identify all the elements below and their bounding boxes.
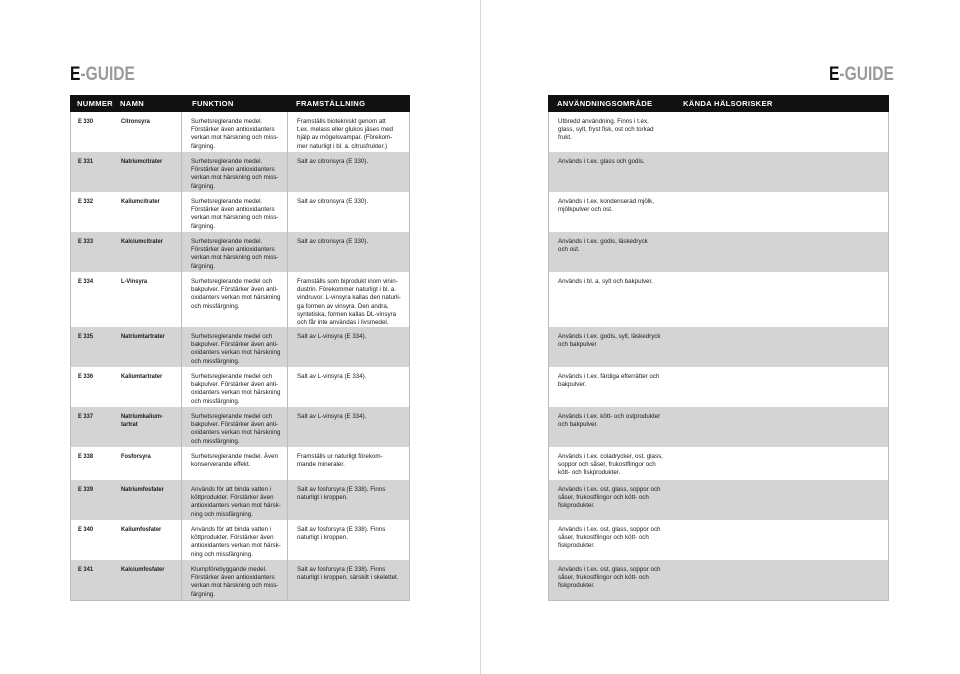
additive-production: Salt av citronsyra (E 330). (297, 238, 369, 245)
additive-name: Natriumkalium- tartrat (121, 413, 163, 429)
e-number: E 335 (78, 333, 94, 340)
column-divider (287, 407, 288, 447)
e-number: E 338 (78, 453, 94, 460)
additive-function: Används för att binda vatten i köttprodukter. Förstärker även antioxidanters verkan mot härsk- ning och missfärgning. (191, 486, 281, 518)
header-framstallning: FRAMSTÄLLNING (296, 99, 366, 108)
additive-name: Natriumcitrater (121, 158, 163, 165)
usage-area: Används i t.ex. kondenserad mjölk, mjölkpulver och ost. (558, 198, 654, 214)
additive-name: Kaliumcitrater (121, 198, 160, 205)
table-row (549, 367, 888, 407)
additive-function: Surhetsreglerande medel och bakpulver. Förstärker även anti- oxidanters verkan mot härskning och missfärgning. (191, 413, 281, 445)
table-row (71, 232, 409, 272)
table-row (71, 152, 409, 192)
table-row (71, 520, 409, 560)
additive-name: Kaliumfosfater (121, 526, 162, 533)
column-divider (181, 272, 182, 327)
left-table-header (70, 95, 410, 112)
logo-letter: E (829, 64, 840, 85)
table-row (71, 480, 409, 520)
column-divider (181, 480, 182, 520)
usage-area: Används i t.ex. ost, glass, soppor och såser, frukostflingor och kött- och fiskprodukter. (558, 526, 661, 550)
column-divider (181, 232, 182, 272)
table-row (549, 520, 888, 560)
column-divider (287, 232, 288, 272)
left-logo (70, 64, 135, 86)
usage-area: Används i bl. a. sylt och bakpulver. (558, 278, 653, 285)
table-row (71, 272, 409, 327)
additive-production: Framställs som biprodukt inom vinin- dustrin. Förekommer naturligt i bl. a. vindruvor. L-vinsyra kallas den naturli- ga formen av vinsyra. Den andra, syntetiska, formen kallas DL-vinsyra och får inte användas i livsmedel. (297, 278, 401, 327)
column-divider (287, 112, 288, 152)
e-number: E 341 (78, 566, 94, 573)
additive-function: Surhetsreglerande medel och bakpulver. Förstärker även anti- oxidanters verkan mot härskning och missfärgning. (191, 278, 281, 310)
table-row (549, 112, 888, 152)
table-row (71, 447, 409, 480)
additive-name: Citronsyra (121, 118, 150, 125)
header-halsorisker: KÄNDA HÄLSORISKER (683, 99, 773, 108)
right-table-header (548, 95, 889, 112)
column-divider (287, 520, 288, 560)
additive-production: Salt av citronsyra (E 330). (297, 198, 369, 205)
additive-function: Surhetsreglerande medel och bakpulver. Förstärker även anti- oxidanters verkan mot härskning och missfärgning. (191, 373, 281, 405)
additive-production: Salt av L-vinsyra (E 334). (297, 333, 367, 340)
e-number: E 337 (78, 413, 94, 420)
table-row (549, 232, 888, 272)
table-row (71, 112, 409, 152)
header-namn: NAMN (120, 99, 144, 108)
column-divider (287, 152, 288, 192)
e-number: E 331 (78, 158, 94, 165)
additive-production: Framställs biotekniskt genom att t.ex. melass eller glukos jäses med hjälp av mögelsvampar. (Förekom- mer naturligt i bl. a. citrusfrukter.) (297, 118, 393, 150)
column-divider (287, 272, 288, 327)
additive-production: Salt av L-vinsyra (E 334). (297, 413, 367, 420)
usage-area: Används i t.ex. godis, sylt, läskedryck och bakpulver (558, 333, 661, 349)
additive-function: Klumpförebyggande medel. Förstärker även antioxidanters verkan mot härskning och miss- färgning. (191, 566, 279, 598)
header-anvandning: ANVÄNDNINGSOMRÅDE (557, 99, 653, 108)
left-table-body (70, 112, 410, 601)
column-divider (181, 367, 182, 407)
column-divider (181, 560, 182, 600)
e-number: E 333 (78, 238, 94, 245)
table-row (549, 327, 888, 367)
e-number: E 339 (78, 486, 94, 493)
left-table (70, 95, 410, 601)
header-funktion: FUNKTION (192, 99, 234, 108)
logo-word: -GUIDE (839, 64, 894, 85)
usage-area: Används i t.ex. kött- och ostprodukter och bakpulver. (558, 413, 661, 429)
e-number: E 334 (78, 278, 94, 285)
additive-name: Kalciumcitrater (121, 238, 163, 245)
logo-letter: E (70, 64, 81, 85)
additive-function: Surhetsreglerande medel. Förstärker även antioxidanters verkan mot härskning och miss- färgning. (191, 118, 279, 150)
column-divider (181, 327, 182, 367)
usage-area: Används i t.ex. ost, glass, soppor och såser, frukostflingor och kött- och fiskprodukter. (558, 566, 661, 590)
e-number: E 330 (78, 118, 94, 125)
table-row (549, 480, 888, 520)
column-divider (181, 407, 182, 447)
column-divider (287, 192, 288, 232)
table-row (71, 327, 409, 367)
additive-name: Kaliumtartrater (121, 373, 163, 380)
right-table (548, 95, 889, 601)
additive-function: Surhetsreglerande medel. Förstärker även antioxidanters verkan mot härskning och miss- färgning. (191, 238, 279, 270)
column-divider (287, 447, 288, 480)
right-table-body (548, 112, 889, 601)
e-number: E 336 (78, 373, 94, 380)
table-row (71, 560, 409, 600)
column-divider (181, 152, 182, 192)
column-divider (181, 192, 182, 232)
additive-name: Natriumfosfater (121, 486, 164, 493)
column-divider (287, 367, 288, 407)
logo-word: -GUIDE (80, 64, 135, 85)
table-row (71, 407, 409, 447)
additive-function: Surhetsreglerande medel. Förstärker även antioxidanters verkan mot härskning och miss- färgning. (191, 158, 279, 190)
column-divider (181, 520, 182, 560)
additive-name: Fosforsyra (121, 453, 151, 460)
additive-name: Natriumtartrater (121, 333, 165, 340)
table-row (71, 367, 409, 407)
table-row (549, 152, 888, 192)
additive-production: Salt av citronsyra (E 330). (297, 158, 369, 165)
additive-production: Framställs ur naturligt förekom- mande mineraler. (297, 453, 383, 469)
additive-name: Kalciumfosfater (121, 566, 165, 573)
usage-area: Används i t.ex. godis, läskedryck och ost. (558, 238, 648, 254)
additive-production: Salt av fosforsyra (E 338). Finns naturligt i kroppen. (297, 486, 386, 502)
table-row (71, 192, 409, 232)
table-row (549, 560, 888, 600)
column-divider (287, 560, 288, 600)
additive-name: L-Vinsyra (121, 278, 148, 285)
column-divider (287, 327, 288, 367)
right-logo (829, 64, 894, 86)
additive-function: Surhetsreglerande medel. Förstärker även antioxidanters verkan mot härskning och miss- färgning. (191, 198, 279, 230)
additive-production: Salt av fosforsyra (E 338). Finns naturligt i kroppen, särskilt i skelettet. (297, 566, 399, 582)
additive-function: Surhetsreglerande medel och bakpulver. Förstärker även anti- oxidanters verkan mot härskning och missfärgning. (191, 333, 281, 365)
additive-function: Surhetsreglerande medel. Även konserverande effekt. (191, 453, 279, 469)
column-divider (287, 480, 288, 520)
table-row (549, 192, 888, 232)
header-nummer: NUMMER (77, 99, 113, 108)
table-row (549, 447, 888, 480)
column-divider (181, 447, 182, 480)
column-divider (181, 112, 182, 152)
usage-area: Används i t.ex. coladrycker, ost, glass, soppor och såser, frukostflingor och kött- och fiskprodukter. (558, 453, 663, 477)
usage-area: Används i t.ex. färdiga efterrätter och bakpulver. (558, 373, 660, 389)
additive-production: Salt av L-vinsyra (E 334). (297, 373, 367, 380)
table-row (549, 407, 888, 447)
additive-function: Används för att binda vatten i köttprodukter. Förstärker även antioxidanters verkan mot härsk- ning och missfärgning. (191, 526, 281, 558)
usage-area: Används i t.ex. glass och godis. (558, 158, 645, 165)
usage-area: Utbredd användning. Finns i t.ex. glass, sylt, fryst fisk, ost och torkad frukt. (558, 118, 654, 142)
e-number: E 340 (78, 526, 94, 533)
additive-production: Salt av fosforsyra (E 338). Finns naturligt i kroppen. (297, 526, 386, 542)
table-row (549, 272, 888, 327)
e-number: E 332 (78, 198, 94, 205)
usage-area: Används i t.ex. ost, glass, soppor och såser, frukostflingor och kött- och fiskprodukter. (558, 486, 661, 510)
